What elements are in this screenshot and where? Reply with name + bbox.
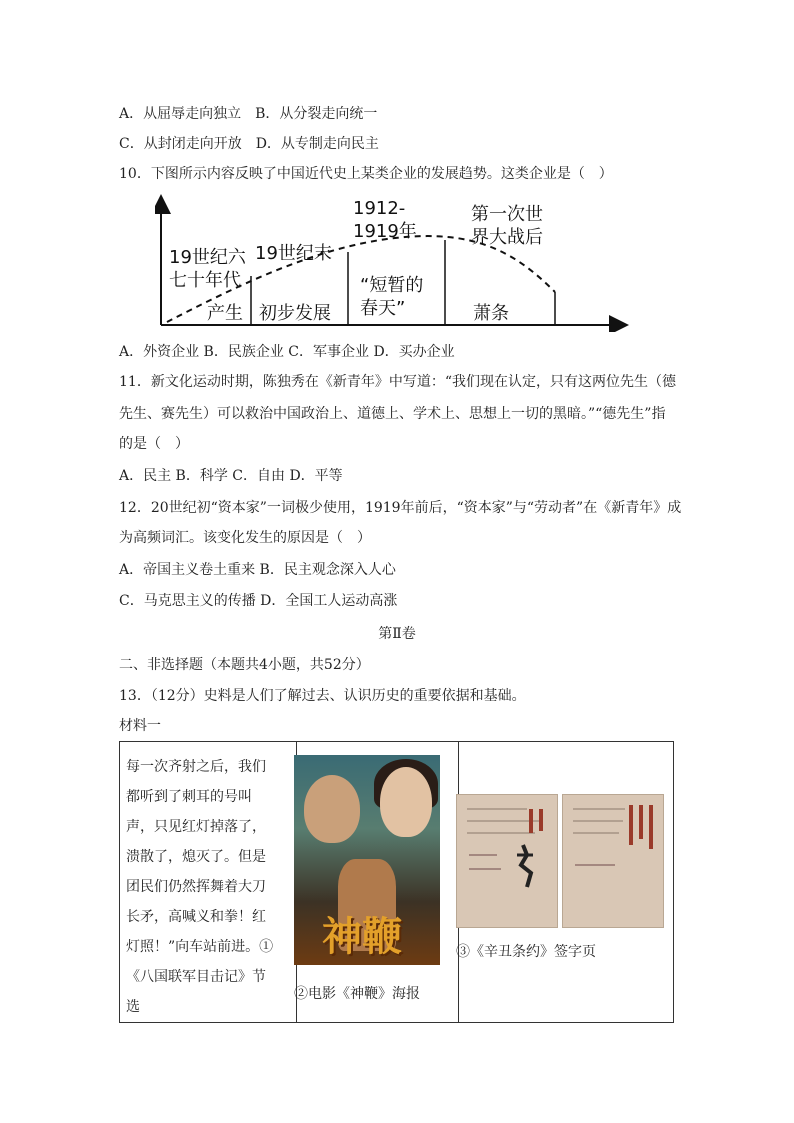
eyewitness-excerpt-cell <box>120 742 297 1023</box>
q12-line2: 为高频词汇。该变化发生的原因是（ ） <box>119 530 371 546</box>
q12-options1: A．帝国主义卷土重来 B．民主观念深入人心 <box>119 562 396 578</box>
treaty-caption: ③《辛丑条约》签字页 <box>456 944 596 960</box>
treaty-page-right-image <box>562 794 664 928</box>
q9-options-line1: A．从屈辱走向独立 B．从分裂走向统一 <box>119 106 378 122</box>
q10-stem: 10．下图所示内容反映了中国近代史上某类企业的发展趋势。这类企业是（ ） <box>119 166 613 182</box>
poster-figure-man <box>304 775 360 843</box>
period-late-19c-label: 19世纪末 <box>255 243 332 264</box>
treaty-signatures-right <box>563 795 663 927</box>
enterprise-trend-diagram <box>155 192 630 332</box>
stage-spring-label: “短暂的 春天” <box>360 275 424 319</box>
movie-poster-image <box>294 755 440 965</box>
part2-heading: 第Ⅱ卷 <box>378 626 416 642</box>
poster-figure-woman <box>380 767 432 837</box>
poster-title: 神鞭 <box>322 913 402 960</box>
q12-options2: C．马克思主义的传播 D．全国工人运动高涨 <box>119 593 398 609</box>
q12-line1: 12．20世纪初“资本家”一词极少使用，1919年前后，“资本家”与“劳动者”在《新青年》成 <box>119 500 682 516</box>
treaty-page-left-image <box>456 794 558 928</box>
eyewitness-excerpt: 每一次齐射之后，我们都听到了刺耳的号叫声，只见红灯掉落了，溃散了，熄灭了。但是团民们仍然挥舞着大刀长矛，高喊义和拳！红灯照！”向车站前进。①《八国联军目击记》节选 <box>126 759 274 1015</box>
stage-depression-label: 萧条 <box>473 303 509 324</box>
period-wwi-label: 第一次世 界大战后 <box>471 204 543 248</box>
material-label: 材料一 <box>119 718 161 734</box>
q11-options: A．民主 B．科学 C．自由 D．平等 <box>119 468 343 484</box>
section-heading: 二、非选择题（本题共4小题，共52分） <box>119 657 370 673</box>
q9-options-line2: C．从封闭走向开放 D．从专制走向民主 <box>119 136 379 152</box>
q13-stem: 13．（12分）史料是人们了解过去、认识历史的重要依据和基础。 <box>119 688 526 704</box>
poster-caption: ②电影《神鞭》海报 <box>294 986 420 1002</box>
stage-initial-dev-label: 初步发展 <box>259 303 331 324</box>
q11-line2: 先生、赛先生）可以救治中国政治上、道德上、学术上、思想上一切的黑暗。”“德先生”指 <box>119 406 666 422</box>
q11-line3: 的是（ ） <box>119 436 189 452</box>
period-1860s-label: 19世纪六 七十年代 <box>169 247 246 291</box>
q10-options: A．外资企业 B．民族企业 C．军事企业 D．买办企业 <box>119 344 455 360</box>
q11-line1: 11．新文化运动时期，陈独秀在《新青年》中写道：“我们现在认定，只有这两位先生（德 <box>119 374 676 390</box>
period-1912-label: 1912- 1919年 <box>353 198 417 242</box>
treaty-signatures-left <box>457 795 557 927</box>
stage-birth-label: 产生 <box>207 303 243 324</box>
